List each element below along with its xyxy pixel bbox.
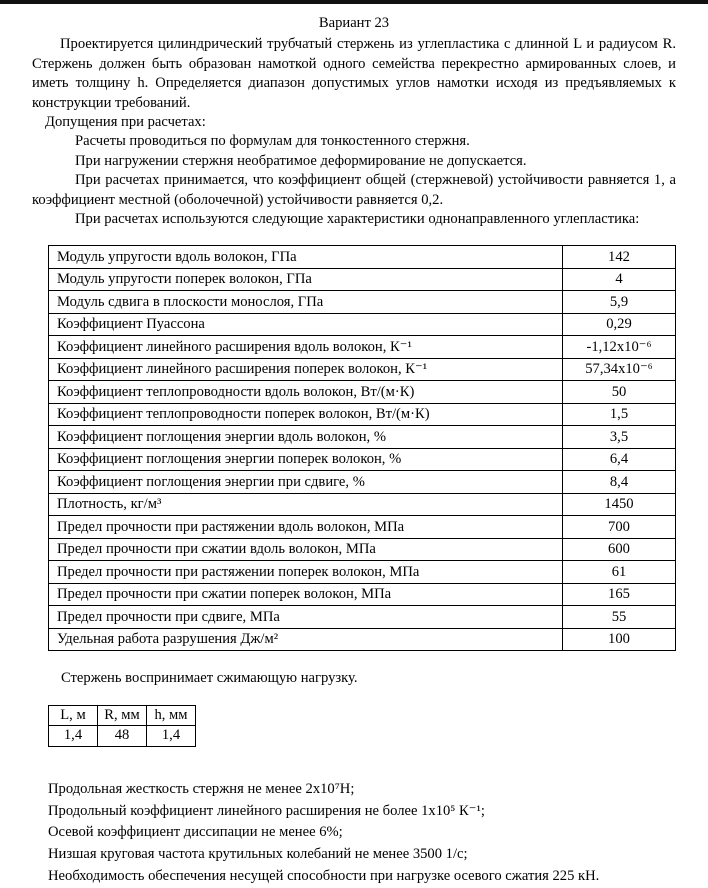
- top-border-bar: [0, 0, 708, 4]
- property-value-cell: 600: [563, 538, 676, 561]
- property-label-cell: Предел прочности при сжатии поперек волокон, МПа: [49, 583, 563, 606]
- property-value-cell: 165: [563, 583, 676, 606]
- property-label-cell: Модуль сдвига в плоскости монослоя, ГПа: [49, 291, 563, 314]
- property-label-cell: Модуль упругости поперек волокон, ГПа: [49, 268, 563, 291]
- table-row: [49, 561, 676, 584]
- property-label-cell: Коэффициент поглощения энергии вдоль волокон, %: [49, 426, 563, 449]
- property-value-cell: 142: [563, 246, 676, 269]
- document-title: Вариант 23: [318, 15, 390, 31]
- table-row: [49, 246, 676, 269]
- dimensions-table: [48, 705, 196, 747]
- table-row: [49, 516, 676, 539]
- property-label-cell: Предел прочности при сжатии вдоль волокон, МПа: [49, 538, 563, 561]
- intro-paragraph: Проектируется цилиндрический трубчатый стержень из углепластика с длинной L и радиусом R. Стержень должен быть образован намоткой одного семейства перекрестно армированных слоев, и иметь толщину h. Определяется диапазон допустимых углов намотки исходя из предъявляемых к конструкции требований.: [32, 36, 676, 111]
- property-value-cell: 8,4: [563, 471, 676, 494]
- table-row: [49, 448, 676, 471]
- table-row: [49, 403, 676, 426]
- table-row: [49, 268, 676, 291]
- property-value-cell: 100: [563, 628, 676, 651]
- property-value-cell: 1,5: [563, 403, 676, 426]
- dim-header-h: h, мм: [147, 705, 196, 725]
- table-row: [49, 493, 676, 516]
- dim-value-R: 48: [98, 726, 147, 746]
- property-label-cell: Коэффициент поглощения энергии при сдвиге, %: [49, 471, 563, 494]
- property-label-cell: Коэффициент линейного расширения вдоль волокон, К⁻¹: [49, 336, 563, 359]
- assumption-item-2: При нагружении стержня необратимое деформирование не допускается.: [75, 152, 527, 169]
- property-value-cell: 3,5: [563, 426, 676, 449]
- property-label-cell: Коэффициент поглощения энергии поперек волокон, %: [49, 448, 563, 471]
- property-value-cell: 57,34x10⁻⁶: [563, 358, 676, 381]
- table-row: [49, 628, 676, 651]
- requirements-list: [48, 779, 676, 888]
- properties-table-body: [49, 246, 676, 651]
- dimensions-value-row: [49, 726, 196, 746]
- requirement-line-1: Продольная жесткость стержня не менее 2x10⁷Н;: [48, 780, 355, 797]
- property-label-cell: Коэффициент теплопроводности вдоль волокон, Вт/(м·К): [49, 381, 563, 404]
- requirement-line-4: Низшая круговая частота крутильных колебаний не менее 3500 1/с;: [48, 846, 468, 863]
- table-row: [49, 471, 676, 494]
- property-label-cell: Предел прочности при растяжении вдоль волокон, МПа: [49, 516, 563, 539]
- property-value-cell: 6,4: [563, 448, 676, 471]
- property-value-cell: 700: [563, 516, 676, 539]
- property-label-cell: Коэффициент теплопроводности поперек волокон, Вт/(м·К): [49, 403, 563, 426]
- table-row: [49, 606, 676, 629]
- property-label-cell: Плотность, кг/м³: [49, 493, 563, 516]
- property-value-cell: 55: [563, 606, 676, 629]
- property-label-cell: Удельная работа разрушения Дж/м²: [49, 628, 563, 651]
- table-row: [49, 583, 676, 606]
- property-value-cell: 61: [563, 561, 676, 584]
- table-row: [49, 381, 676, 404]
- table-row: [49, 426, 676, 449]
- property-value-cell: 1450: [563, 493, 676, 516]
- property-value-cell: 5,9: [563, 291, 676, 314]
- requirement-line-3: Осевой коэффициент диссипации не менее 6%;: [48, 824, 343, 841]
- property-label-cell: Модуль упругости вдоль волокон, ГПа: [49, 246, 563, 269]
- property-value-cell: 0,29: [563, 313, 676, 336]
- requirement-line-5: Необходимость обеспечения несущей способности при нагрузке осевого сжатия 225 кН.: [48, 868, 600, 885]
- property-label-cell: Предел прочности при сдвиге, МПа: [49, 606, 563, 629]
- property-value-cell: 50: [563, 381, 676, 404]
- table-row: [49, 358, 676, 381]
- property-label-cell: Предел прочности при растяжении поперек волокон, МПа: [49, 561, 563, 584]
- dim-value-L: 1,4: [49, 726, 98, 746]
- property-value-cell: -1,12x10⁻⁶: [563, 336, 676, 359]
- requirement-line-2: Продольный коэффициент линейного расширения не более 1x10⁵ К⁻¹;: [48, 802, 485, 819]
- table-row: [49, 313, 676, 336]
- table-row: [49, 538, 676, 561]
- assumption-item-4: При расчетах используются следующие характеристики однонаправленного углепластика:: [75, 211, 640, 228]
- assumption-item-3: При расчетах принимается, что коэффициент общей (стержневой) устойчивости равняется 1, а коэффициент местной (оболочечной) устойчивости равняется 0,2.: [32, 172, 676, 208]
- property-value-cell: 4: [563, 268, 676, 291]
- property-label-cell: Коэффициент Пуассона: [49, 313, 563, 336]
- dim-header-R: R, мм: [98, 705, 147, 725]
- dim-value-h: 1,4: [147, 726, 196, 746]
- table-row: [49, 336, 676, 359]
- dim-header-L: L, м: [49, 705, 98, 725]
- assumption-item-1: Расчеты проводиться по формулам для тонкостенного стержня.: [75, 133, 470, 150]
- properties-table: [48, 245, 676, 651]
- assumptions-heading: Допущения при расчетах:: [45, 114, 206, 131]
- dimensions-header-row: [49, 705, 196, 725]
- property-label-cell: Коэффициент линейного расширения поперек волокон, К⁻¹: [49, 358, 563, 381]
- load-note: Стержень воспринимает сжимающую нагрузку.: [61, 670, 358, 687]
- table-row: [49, 291, 676, 314]
